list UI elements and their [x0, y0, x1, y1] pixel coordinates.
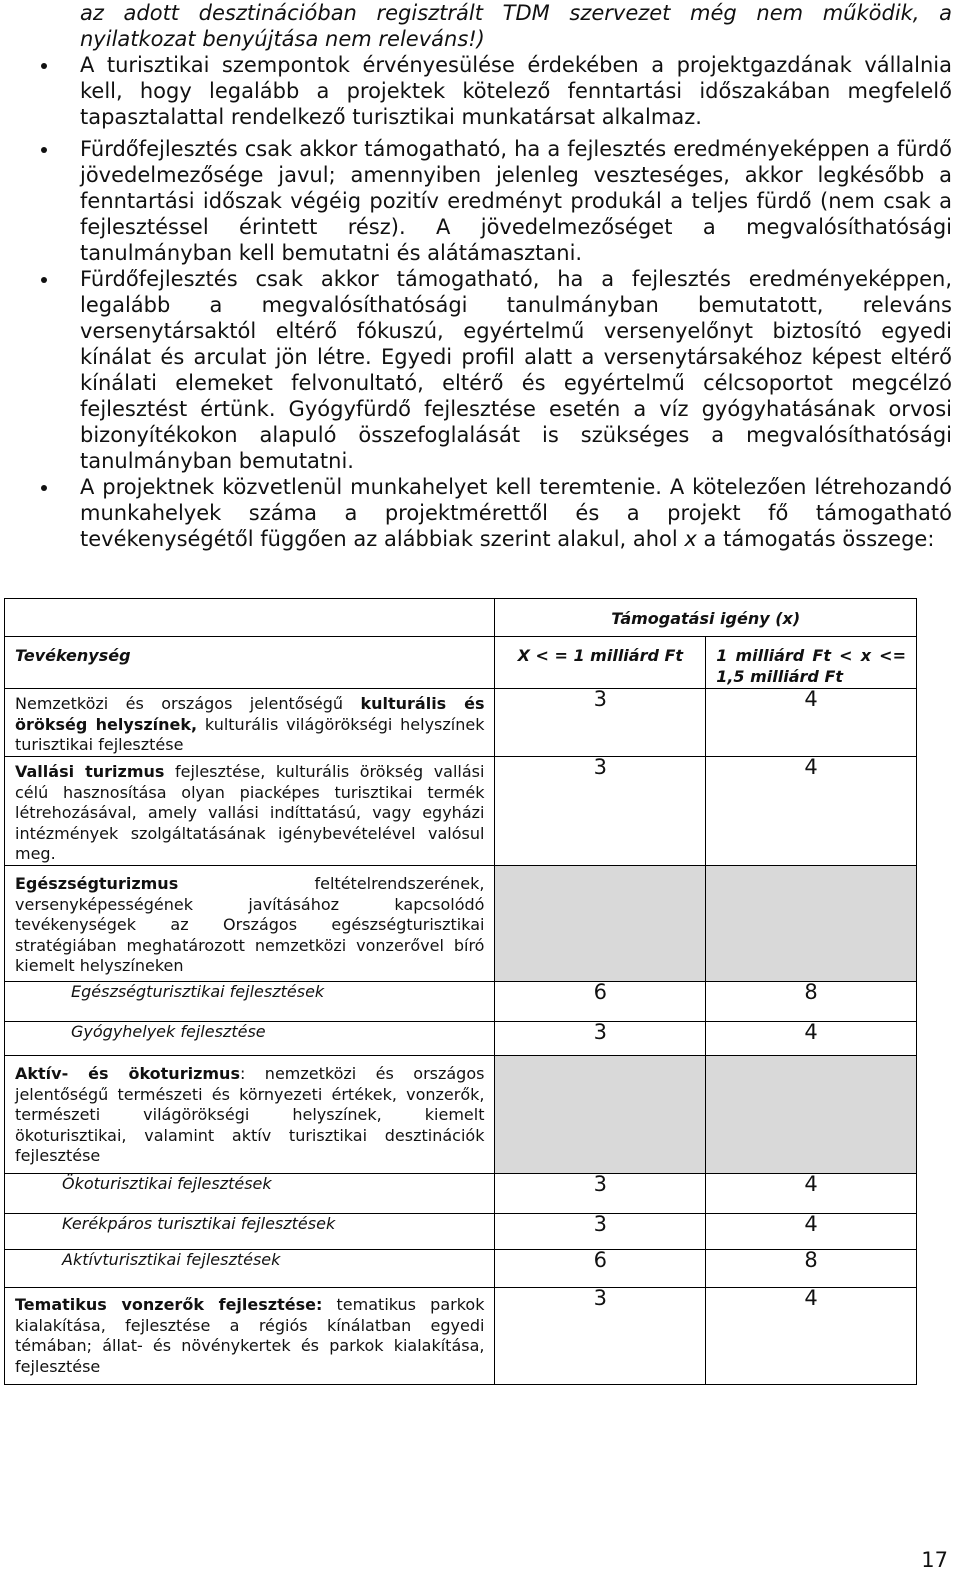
activity-text: tematikus parkok kialakítása, fejlesztése a régiós kínálatban egyedi témában; állat- és növénykertek és parkok kialakítása, fejlesztése — [15, 1294, 485, 1376]
activity-text: fejlesztése, kulturális örökség vallási célú hasznosítása olyan piacképes turisztikai termék létrehozásával, amely vallási indíttatású, vagy egyházi intézmények szolgáltatásának igénybevételével valósul meg. — [15, 762, 485, 864]
table-row — [5, 1173, 917, 1213]
table-row — [5, 1249, 917, 1287]
activity-text: kulturális világörökségi helyszínek turisztikai fejlesztése — [15, 714, 485, 755]
bullet-dot-icon — [41, 485, 47, 491]
activity-bold: kulturális és örökség helyszínek, — [15, 694, 485, 734]
value-b: 8 — [706, 981, 917, 1021]
table-row — [5, 1287, 917, 1384]
shaded-cell — [706, 865, 917, 981]
header-group-cell: Támogatási igény (x) — [495, 599, 917, 637]
table-header-row — [5, 599, 917, 637]
page-number: 17 — [921, 1548, 948, 1572]
bullet-list — [0, 52, 952, 552]
value-a: 3 — [495, 1173, 706, 1213]
subactivity-cell: Egészségturisztikai fejlesztések — [5, 981, 495, 1021]
lead-line-2: nyilatkozat benyújtása nem releváns!) — [80, 27, 485, 51]
table-row — [5, 865, 917, 981]
lead-line-1: az adott desztinációban regisztrált TDM szervezet még nem működik, a — [80, 1, 952, 25]
value-a: 3 — [495, 1287, 706, 1384]
value-b: 4 — [706, 1021, 917, 1055]
value-b: 4 — [706, 1173, 917, 1213]
activity-text: : nemzetközi és országos jelentőségű természeti és környezeti értékek, vonzerők, természeti világörökségi helyszínek, kiemelt ökoturisztikai, valamint aktív turisztikai desztinációk fejlesztése — [15, 1063, 485, 1166]
value-b: 8 — [706, 1249, 917, 1287]
value-b: 4 — [706, 1213, 917, 1249]
bullet-item — [0, 136, 952, 266]
subactivity-cell: Kerékpáros turisztikai fejlesztések — [5, 1213, 495, 1249]
bullet-text-end: a támogatás összege: — [696, 527, 935, 551]
value-b: 4 — [706, 1287, 917, 1384]
value-a: 6 — [495, 1249, 706, 1287]
value-a: 3 — [495, 757, 706, 866]
header-empty-cell — [5, 599, 495, 637]
value-a: 3 — [495, 1021, 706, 1055]
bullet-dot-icon — [41, 277, 47, 283]
activity-bold: Aktív- és ökoturizmus — [15, 1063, 240, 1083]
activity-bold: Vallási turizmus — [15, 762, 165, 781]
subactivity-cell: Gyógyhelyek fejlesztése — [5, 1021, 495, 1055]
shaded-cell — [706, 1055, 917, 1173]
activity-cell — [5, 1055, 495, 1173]
activity-text: Nemzetközi és országos jelentőségű — [15, 694, 361, 713]
table-row — [5, 1021, 917, 1055]
table-row — [5, 1055, 917, 1173]
header-col-b: 1 milliárd Ft < x <= 1,5 milliárd Ft — [706, 637, 917, 689]
activity-bold: Tematikus vonzerők fejlesztése: — [15, 1294, 323, 1314]
shaded-cell — [495, 865, 706, 981]
subactivity-cell: Ökoturisztikai fejlesztések — [5, 1173, 495, 1213]
activity-text: feltételrendszerének, versenyképességének javításához kapcsolódó tevékenységek az Országos egészségturisztikai stratégiában meghatározott nemzetközi vonzerővel bíró kiemelt helyszíneken — [15, 873, 485, 976]
bullet-item — [0, 52, 952, 130]
value-b: 4 — [706, 689, 917, 757]
table-row — [5, 1213, 917, 1249]
bullet-text: Fürdőfejlesztés csak akkor támogatható, ha a fejlesztés eredményeképpen, legalább a megvalósíthatósági tanulmányban bemutatott, releváns versenytársaktól eltérő fókuszú, egyértelmű versenyelőnyt biztosító egyedi kínálat és arculat jön létre. Egyedi profil alatt a versenytársakéhoz képest eltérő kínálati elemeket felvonultató, eltérő és egyértelmű célcsoportot megcélzó fejlesztést értünk. Gyógyfürdő fejlesztése esetén a víz gyógyhatásának orvosi bizonyítékokon alapuló összefoglalását is szükséges a megvalósíthatósági tanulmányban bemutatni. — [80, 267, 952, 473]
value-a: 3 — [495, 1213, 706, 1249]
value-a: 6 — [495, 981, 706, 1021]
table-row — [5, 981, 917, 1021]
bullet-item — [0, 266, 952, 474]
bullet-text: A projektnek közvetlenül munkahelyet kell teremtenie. A kötelezően létrehozandó munkahelyek száma a projektmérettől és a projekt fő támogatható tevékenységétől függően az alábbiak szerint alakul, ahol — [80, 475, 952, 551]
job-creation-table — [4, 598, 917, 1385]
activity-cell — [5, 1287, 495, 1384]
shaded-cell — [495, 1055, 706, 1173]
value-a: 3 — [495, 689, 706, 757]
header-col-a: X < = 1 milliárd Ft — [495, 637, 706, 689]
bullet-dot-icon — [41, 63, 47, 69]
bullet-item — [0, 474, 952, 552]
activity-cell — [5, 757, 495, 866]
bullet-text: Fürdőfejlesztés csak akkor támogatható, ha a fejlesztés eredményeképpen a fürdő jövedelmezősége javul; amennyiben jelenleg veszteséges, akkor legkésőbb a fenntartási időszak végéig pozitív eredményt produkál a teljes fürdő (nem csak a fejlesztéssel érintett rész). A jövedelmezőséget a megvalósíthatósági tanulmányban kell bemutatni és alátámasztani. — [80, 137, 952, 265]
subactivity-cell: Aktívturisztikai fejlesztések — [5, 1249, 495, 1287]
lead-paragraph — [80, 0, 952, 52]
activity-bold: Egészségturizmus — [15, 873, 179, 893]
bullet-dot-icon — [41, 147, 47, 153]
table-row — [5, 757, 917, 866]
variable-x: x — [684, 527, 697, 551]
activity-cell — [5, 689, 495, 757]
value-b: 4 — [706, 757, 917, 866]
activity-cell — [5, 865, 495, 981]
table-row — [5, 689, 917, 757]
table-header-row — [5, 637, 917, 689]
header-activity: Tevékenység — [5, 637, 495, 689]
bullet-text: A turisztikai szempontok érvényesülése érdekében a projektgazdának vállalnia kell, hogy legalább a projektek kötelező fenntartási időszakában megfelelő tapasztalattal rendelkező turisztikai munkatársat alkalmaz. — [80, 53, 952, 129]
